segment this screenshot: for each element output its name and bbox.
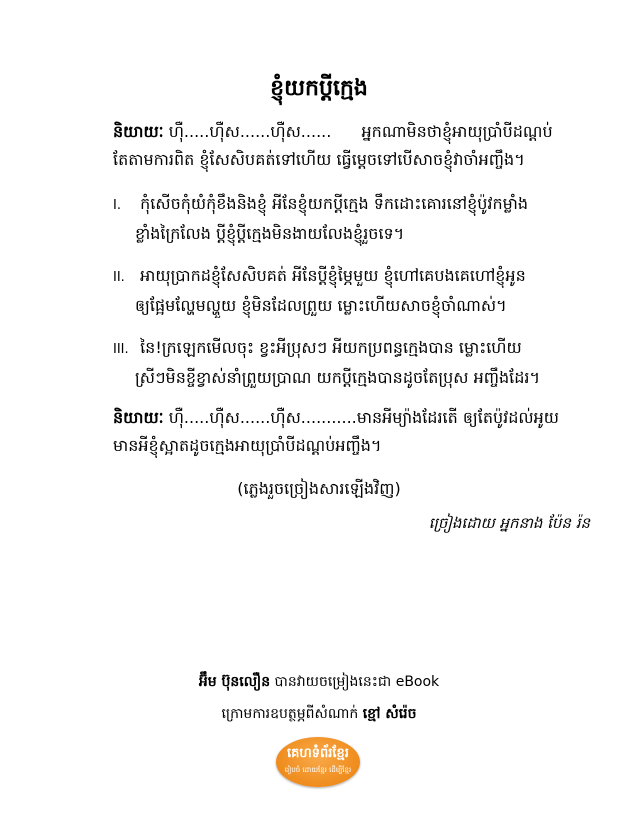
verse-number: I. bbox=[113, 198, 121, 213]
narration-label: និយាយៈ bbox=[113, 122, 164, 141]
repeat-note: (ភ្លេងរួចច្រៀងសារឡើងវិញ) bbox=[237, 479, 401, 498]
narration-line2: មានអីខ្ញុំស្អាតដូចក្មេងអាយុប្រាំបីដណ្ដប់អញ្ចឹង។ bbox=[113, 436, 382, 455]
sponsor-name: ខ្មៅ សំរ៉េច bbox=[362, 706, 417, 722]
footer-sponsor bbox=[0, 704, 638, 725]
verse-1 bbox=[113, 190, 593, 248]
verse-line: អាយុប្រាកដខ្ញុំសែសិបគត់ អីនែប្តីខ្ញុំម្ភៃមួយ ខ្ញុំហៅគេបងគេហៅខ្ញុំអូន bbox=[140, 266, 526, 285]
narration-line2: តែតាមការពិត ខ្ញុំសែសិបគត់ទៅហើយ ធ្វើម្ដេចទៅបើសាចខ្ញុំវាចាំអញ្ចឹង។ bbox=[113, 150, 525, 169]
sponsor-text: ក្រោមការឧបត្ថម្ភពីសំណាក់ bbox=[221, 706, 363, 722]
narration-intro bbox=[113, 118, 593, 174]
logo-tagline: រៀបចំ ដោយខ្មែរ ដើម្បីខ្មែរ bbox=[284, 766, 352, 774]
logo-title: គេហទំព័រខ្មែរ bbox=[287, 746, 349, 761]
verse-2 bbox=[113, 262, 593, 320]
site-logo bbox=[276, 737, 360, 787]
narration-label: និយាយៈ bbox=[113, 408, 164, 427]
page-title: ខ្ញុំយកប្តីក្មេង bbox=[270, 76, 368, 101]
footer-credit bbox=[0, 672, 638, 693]
narration-outro bbox=[113, 404, 593, 460]
credit-text: បានវាយចម្រៀងនេះជា eBook bbox=[270, 674, 440, 690]
verse-3 bbox=[113, 334, 593, 392]
narration-line1: អ្នកណាមិនថាខ្ញុំអាយុប្រាំបីដណ្ដប់ bbox=[361, 122, 553, 141]
verse-line: កុំសើចកុំយំកុំខឹងនិងខ្ញុំ អីនែខ្ញុំយកប្តីក្មេង ទឹកដោះគោរនៅខ្ញុំប៉ូវកម្លាំង bbox=[140, 194, 528, 213]
verse-line: ខ្លាំងក្រៃលែង ប្តីខ្ញុំប្តីក្មេងមិនងាយលែងខ្ញុំរួចទេ។ bbox=[135, 224, 405, 243]
verse-number: III. bbox=[113, 342, 129, 357]
verse-number: II. bbox=[113, 270, 125, 285]
narration-line1: ហ៊ឺ.....ហ៊ឺស......ហ៊ឺស...........មានអីម្យ៉ាងដែរតើ ឲ្យតែប៉ូវដល់អូយ bbox=[168, 408, 560, 427]
verse-line: ស្រីៗមិនខ្ចីខ្វាស់នាំព្រួយប្រាណ យកប្តីក្មេងបានដូចតែប្រុស អញ្ចឹងដែរ។ bbox=[135, 368, 541, 387]
verse-line: ឲ្យផ្អែមល្ហែមល្ហួយ ខ្ញុំមិនដែលព្រួយ ម្លោះហើយសាចខ្ញុំចាំណាស់។ bbox=[135, 296, 507, 315]
narration-sounds: ហ៊ឺ.....ហ៊ឺស......ហ៊ឺស...... bbox=[168, 122, 332, 141]
sung-by: ច្រៀងដោយ អ្នកនាង ប៉ែន រ៉ន bbox=[428, 514, 590, 532]
verse-line: នៃ!ក្រឡេកមើលចុះ ខ្វះអីប្រុសៗ អីយកប្រពន្ធក្មេងបាន ម្លោះហើយ bbox=[140, 338, 522, 357]
typist-name: អ៊ឹម ប៊ុនលឿន bbox=[198, 674, 271, 690]
